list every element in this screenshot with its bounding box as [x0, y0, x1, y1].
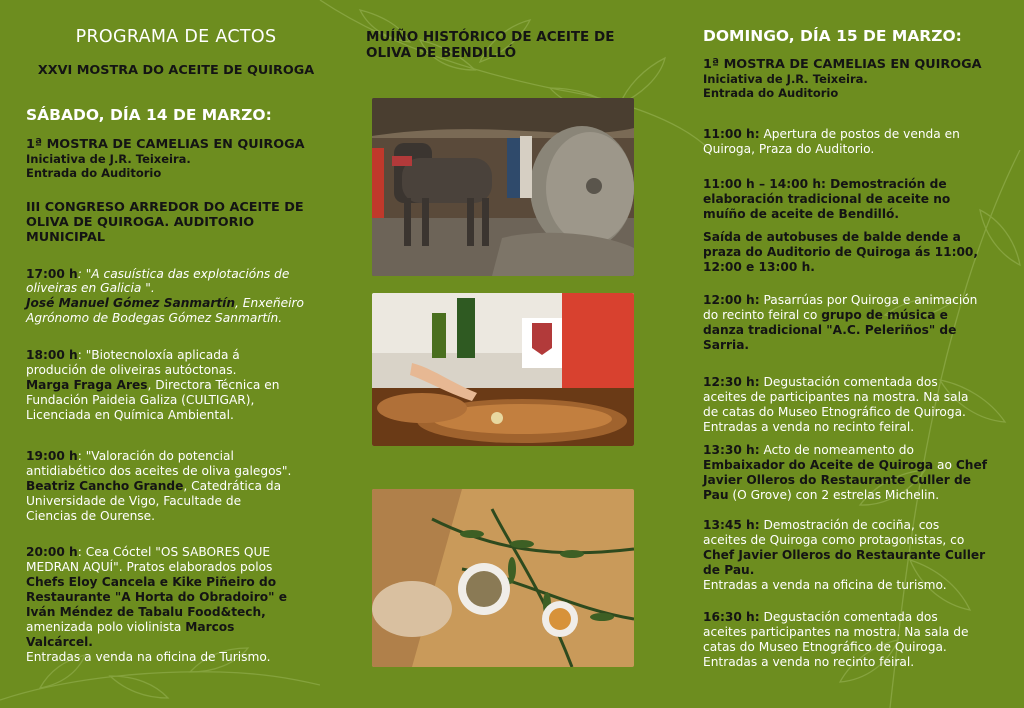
event-2-line-4: Fundación Paideia Galiza (CULTIGAR),: [26, 393, 255, 407]
event-2-line-2: produción de oliveiras autóctonas.: [26, 363, 237, 377]
event-2-line-3: Marga Fraga Ares, Directora Técnica en: [26, 378, 280, 392]
r4-line-4: Entradas a venda no recinto feiral.: [703, 420, 915, 434]
bus-line-3: 12:00 e 13:00 h.: [703, 260, 815, 274]
photo-oil-tasting: [372, 293, 634, 446]
event-1-line-2: oliveiras en Galicia ".: [26, 281, 155, 295]
r2-time: 11:00 h – 14:00 h:: [703, 177, 826, 191]
r3-line-3: danza tradicional "A.C. Peleriños" de: [703, 323, 957, 337]
r6-line-5: Entradas a venda na oficina de turismo.: [703, 578, 947, 592]
mill-title-line-1: MUÍÑO HISTÓRICO DE ACEITE DE: [366, 29, 615, 45]
r5-line-2: Embaixador do Aceite de Quiroga ao Chef: [703, 458, 988, 472]
r3-line-2: do recinto feiral co grupo de música e: [703, 308, 948, 322]
event-4-line-1: 20:00 h: Cea Cóctel "OS SABORES QUE: [26, 545, 271, 559]
r1-line-1: 11:00 h: Apertura de postos de venda en: [703, 127, 960, 141]
r7-line-4: Entradas a venda no recinto feiral.: [703, 655, 915, 669]
event-3-line-2: antidiabético dos aceites de oliva galegos".: [26, 464, 292, 478]
bus-line-2: praza do Auditorio de Quiroga ás 11:00,: [703, 245, 979, 259]
photo-mill-donkey: [372, 98, 634, 276]
camelias-title: 1ª MOSTRA DE CAMELIAS EN QUIROGA: [26, 137, 305, 152]
program-subtitle: XXVI MOSTRA DO ACEITE DE QUIROGA: [37, 63, 315, 78]
event-2-line-1: 18:00 h: "Biotecnoloxía aplicada á: [26, 348, 240, 362]
r6-line-1: 13:45 h: Demostración de cociña, cos: [703, 518, 940, 532]
r5-line-4: Pau (O Grove) con 2 estrelas Michelin.: [703, 488, 940, 502]
sun-camelias-line-2: Entrada do Auditorio: [703, 86, 839, 100]
r5-line-1: 13:30 h: Acto de nomeamento do: [703, 443, 914, 457]
event-3-line-4: Universidade de Vigo, Facultade de: [26, 494, 242, 508]
event-1-line-1: 17:00 h: "A casuística das explotacións de: [26, 267, 290, 281]
event-4-line-2: MEDRAN AQUÍ". Pratos elaborados polos: [26, 560, 273, 574]
event-4-line-7: Valcárcel.: [26, 635, 93, 649]
congreso-line-2: OLIVA DE QUIROGA. AUDITORIO: [26, 215, 255, 230]
event-2-time: 18:00 h: [26, 348, 78, 362]
event-3-line-5: Ciencias de Ourense.: [26, 509, 156, 523]
event-1-speaker: José Manuel Gómez Sanmartín: [26, 296, 236, 310]
r7-line-1: 16:30 h: Degustación comentada dos: [703, 610, 938, 624]
event-2-line-5: Licenciada en Química Ambiental.: [26, 408, 234, 422]
saturday-heading: SÁBADO, DÍA 14 DE MARZO:: [26, 106, 272, 124]
r4-line-2: aceites de participantes na mostra. Na sala: [703, 390, 969, 404]
r7-line-2: aceites participantes na mostra. Na sala de: [703, 625, 969, 639]
event-4-time: 20:00 h: [26, 545, 78, 559]
event-3-time: 19:00 h: [26, 449, 78, 463]
r3-line-1: 12:00 h: Pasarrúas por Quiroga e animación: [703, 293, 978, 307]
camelias-line-2: Entrada do Auditorio: [26, 166, 162, 180]
r6-time: 13:45 h:: [703, 518, 760, 532]
sunday-heading: DOMINGO, DÍA 15 DE MARZO:: [703, 27, 962, 45]
event-2-speaker: Marga Fraga Ares: [26, 378, 148, 392]
r2-line-3: muíño de aceite de Bendilló.: [703, 207, 900, 221]
r1-line-2: Quiroga, Praza do Auditorio.: [703, 142, 875, 156]
r5-time: 13:30 h:: [703, 443, 760, 457]
event-3-line-3: Beatriz Cancho Grande, Catedrática da: [26, 479, 282, 493]
r6-line-2: aceites de Quiroga como protagonistas, co: [703, 533, 965, 547]
bus-line-1: Saída de autobuses de balde dende a: [703, 230, 961, 244]
r4-line-3: de catas do Museo Etnográfico de Quiroga.: [703, 405, 966, 419]
program-title: PROGRAMA DE ACTOS: [75, 27, 277, 47]
congreso-line-1: III CONGRESO ARREDOR DO ACEITE DE: [26, 200, 304, 215]
r7-time: 16:30 h:: [703, 610, 760, 624]
r7-line-3: catas do Museo Etnográfico de Quiroga.: [703, 640, 947, 654]
event-4-line-8: Entradas a venda na oficina de Turismo.: [26, 650, 271, 664]
r4-line-1: 12:30 h: Degustación comentada dos: [703, 375, 938, 389]
sun-camelias-title: 1ª MOSTRA DE CAMELIAS EN QUIROGA: [703, 57, 982, 72]
r6-line-4: de Pau.: [703, 563, 755, 577]
event-4-line-4: Restaurante "A Horta do Obradoiro" e: [26, 590, 287, 604]
r4-time: 12:30 h:: [703, 375, 760, 389]
r6-line-3: Chef Javier Olleros do Restaurante Culler: [703, 548, 986, 562]
congreso-line-3: MUNICIPAL: [26, 230, 106, 245]
r2-line-1: 11:00 h – 14:00 h: Demostración de: [703, 177, 947, 191]
event-4-line-6: amenizada polo violinista Marcos: [26, 620, 235, 634]
r2-line-2: elaboración tradicional de aceite no: [703, 192, 951, 206]
event-4-line-3: Chefs Eloy Cancela e Kike Piñeiro do: [26, 575, 277, 589]
r5-line-3: Javier Olleros do Restaurante Culler de: [703, 473, 971, 487]
r1-time: 11:00 h:: [703, 127, 760, 141]
sun-camelias-line-1: Iniciativa de J.R. Teixeira.: [703, 72, 868, 86]
event-1-time: 17:00 h: [26, 267, 78, 281]
event-1-line-4: Agrónomo de Bodegas Gómez Sanmartín.: [26, 311, 283, 325]
photo-olive-dishes: [372, 489, 634, 667]
camelias-line-1: Iniciativa de J.R. Teixeira.: [26, 152, 191, 166]
mill-title-line-2: OLIVA DE BENDILLÓ: [366, 45, 517, 61]
event-3-line-1: 19:00 h: "Valoración do potencial: [26, 449, 234, 463]
event-4-line-5: Iván Méndez de Tabalu Food&tech,: [26, 605, 266, 619]
r3-line-4: Sarria.: [703, 338, 750, 352]
event-1-line-3: José Manuel Gómez Sanmartín, Enxeñeiro: [26, 296, 305, 310]
r3-time: 12:00 h:: [703, 293, 760, 307]
event-3-speaker: Beatriz Cancho Grande: [26, 479, 184, 493]
